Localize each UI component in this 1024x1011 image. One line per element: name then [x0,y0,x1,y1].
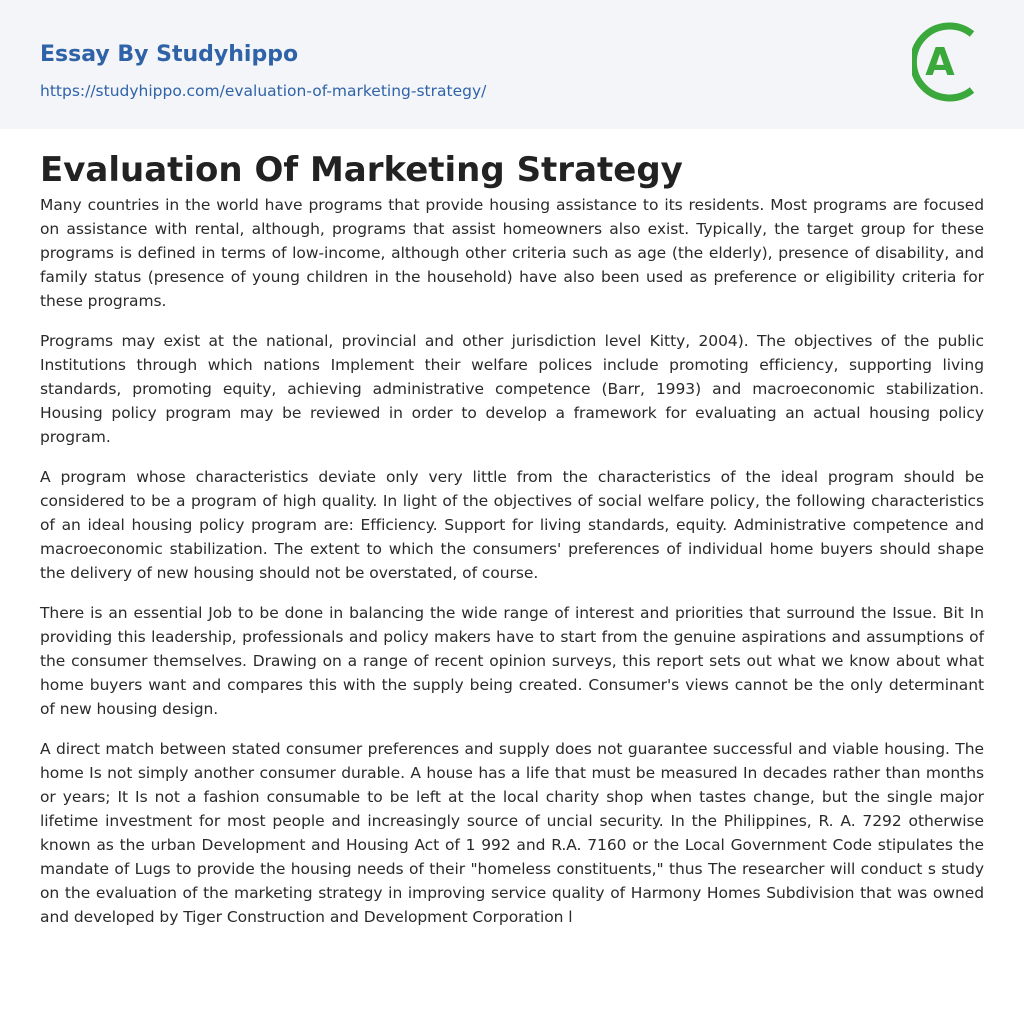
article-paragraph: A program whose characteristics deviate only very little from the characteristics of the ideal program should be considered to be a program of high quality. In light of the objectives of social welfare policy, the following characteristics of an ideal housing policy program are: Efficiency. Support for living standards, equity. Administrative competence and macroeconomic stabilization. The extent to which the consumers' preferences of individual home buyers should shape the delivery of new housing should not be overstated, of course. [40,468,984,582]
site-brand[interactable]: Essay By Studyhippo [40,42,299,67]
article-paragraph: There is an essential Job to be done in balancing the wide range of interest and priorities that surround the Issue. Bit In providing this leadership, professionals and policy makers have to start from the genuine aspirations and assumptions of the consumer themselves. Drawing on a range of recent opinion surveys, this report sets out what we know about what home buyers want and compares this with the supply being created. Consumer's views cannot be the only determinant of new housing design. [40,604,984,718]
article-paragraph: Many countries in the world have programs that provide housing assistance to its residents. Most programs are focused on assistance with rental, although, programs that assist homeowners also exist. Typically, the target group for these programs is defined in terms of low-income, although other criteria such as age (the elderly), presence of disability, and family status (presence of young children in the household) have also been used as preference or eligibility criteria for these programs. [40,196,984,310]
article-paragraph: A direct match between stated consumer preferences and supply does not guarantee successful and viable housing. The home Is not simply another consumer durable. A house has a life that must be measured In decades rather than months or years; It Is not a fashion consumable to be left at the local charity shop when tastes change, but the single major lifetime investment for most people and increasingly source of uncial security. In the Philippines, R. A. 7292 otherwise known as the urban Development and Housing Act of 1 992 and R.A. 7160 or the Local Government Code stipulates the mandate of Lugs to provide the housing needs of their "homeless constituents," thus The researcher will conduct s study on the evaluation of the marketing strategy in improving service quality of Harmony Homes Subdivision that was owned and developed by Tiger Construction and Development Corporation l [40,740,984,926]
article [0,149,1024,929]
logo-letter: A [925,40,955,84]
studyhippo-logo-icon[interactable] [912,19,986,105]
article-paragraph: Programs may exist at the national, provincial and other jurisdiction level Kitty, 2004). The objectives of the public Institutions through which nations Implement their welfare polices include promoting efficiency, supporting living standards, promoting equity, achieving administrative competence (Barr, 1993) and macroeconomic stabilization. Housing policy program may be reviewed in order to develop a framework for evaluating an actual housing policy program. [40,332,984,446]
source-url-link[interactable]: https://studyhippo.com/evaluation-of-marketing-strategy/ [40,82,487,100]
article-title: Evaluation Of Marketing Strategy [40,150,683,190]
site-header [0,0,1024,129]
